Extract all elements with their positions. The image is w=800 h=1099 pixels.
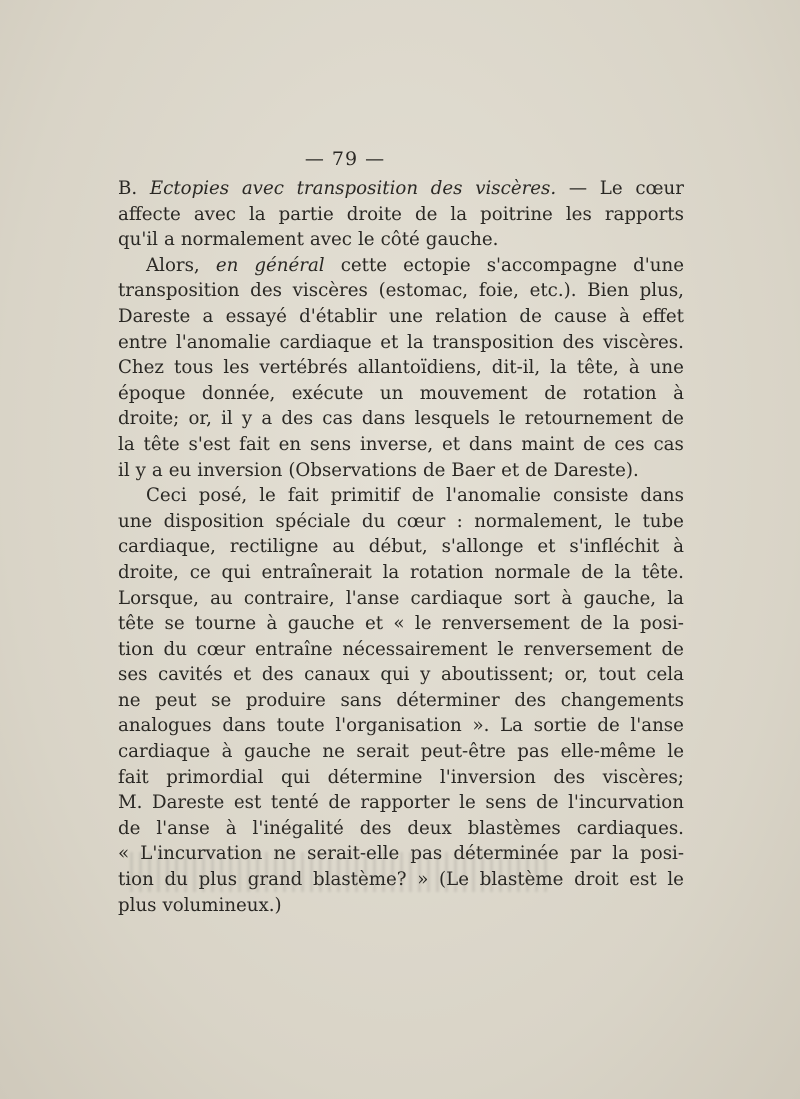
text-line: Chez tous les vertébrés allantoïdiens, dit-il, la tête, à une [118,357,684,379]
text-line: droite, ce qui entraînerait la rotation normale de la tête. [118,561,684,583]
text-line: époque donnée, exécute un mouvement de rotation à [118,382,684,404]
text-line: tion du cœur entraîne nécessairement le renversement de [118,638,684,660]
page-number: — 79 — [304,148,386,170]
text-line: de l'anse à l'inégalité des deux blastèmes cardiaques. [118,817,684,839]
text-line: une disposition spéciale du cœur : normalement, le tube [118,510,684,532]
text-line: cardiaque à gauche ne serait peut-être pas elle-même le [118,741,684,763]
text-line: ses cavités et des canaux qui y aboutissent; or, tout cela [118,664,684,686]
text-line: qu'il a normalement avec le côté gauche. [118,229,499,251]
text-line: M. Dareste est tenté de rapporter le sens de l'incurvation [118,792,684,814]
text-line: la tête s'est fait en sens inverse, et dans maint de ces cas [118,433,684,455]
text-line: affecte avec la partie droite de la poitrine les rapports [118,203,684,225]
text-line: Lorsque, au contraire, l'anse cardiaque sort à gauche, la [118,587,684,609]
text-line: transposition des viscères (estomac, foie, etc.). Bien plus, [118,280,684,302]
text-line: droite; or, il y a des cas dans lesquels le retournement de [118,408,684,430]
text-line: Alors, en général cette ectopie s'accompagne d'une [146,254,684,276]
body-text [118,176,684,918]
text-line: il y a eu inversion (Observations de Baer et de Dareste). [118,459,639,481]
text-line: « L'incurvation ne serait-elle pas déterminée par la posi- [118,843,684,865]
bleed-through-smudge [130,852,550,892]
text-line: analogues dans toute l'organisation ». La sortie de l'anse [118,715,684,737]
text-line: plus volumineux.) [118,894,282,916]
text-line: cardiaque, rectiligne au début, s'allonge et s'infléchit à [118,536,684,558]
text-line: entre l'anomalie cardiaque et la transposition des viscères. [118,331,684,353]
text-line: B. Ectopies avec transposition des viscères. — Le cœur [118,178,684,199]
text-line: fait primordial qui détermine l'inversion des viscères; [118,766,684,788]
text-line: tête se tourne à gauche et « le renversement de la posi- [118,613,684,635]
text-line: ne peut se produire sans déterminer des changements [118,689,684,711]
text-line: Dareste a essayé d'établir une relation de cause à effet [118,305,684,327]
text-line: tion du plus grand blastème? » (Le blastème droit est le [118,869,684,891]
text-line: Ceci posé, le fait primitif de l'anomalie consiste dans [146,485,684,507]
